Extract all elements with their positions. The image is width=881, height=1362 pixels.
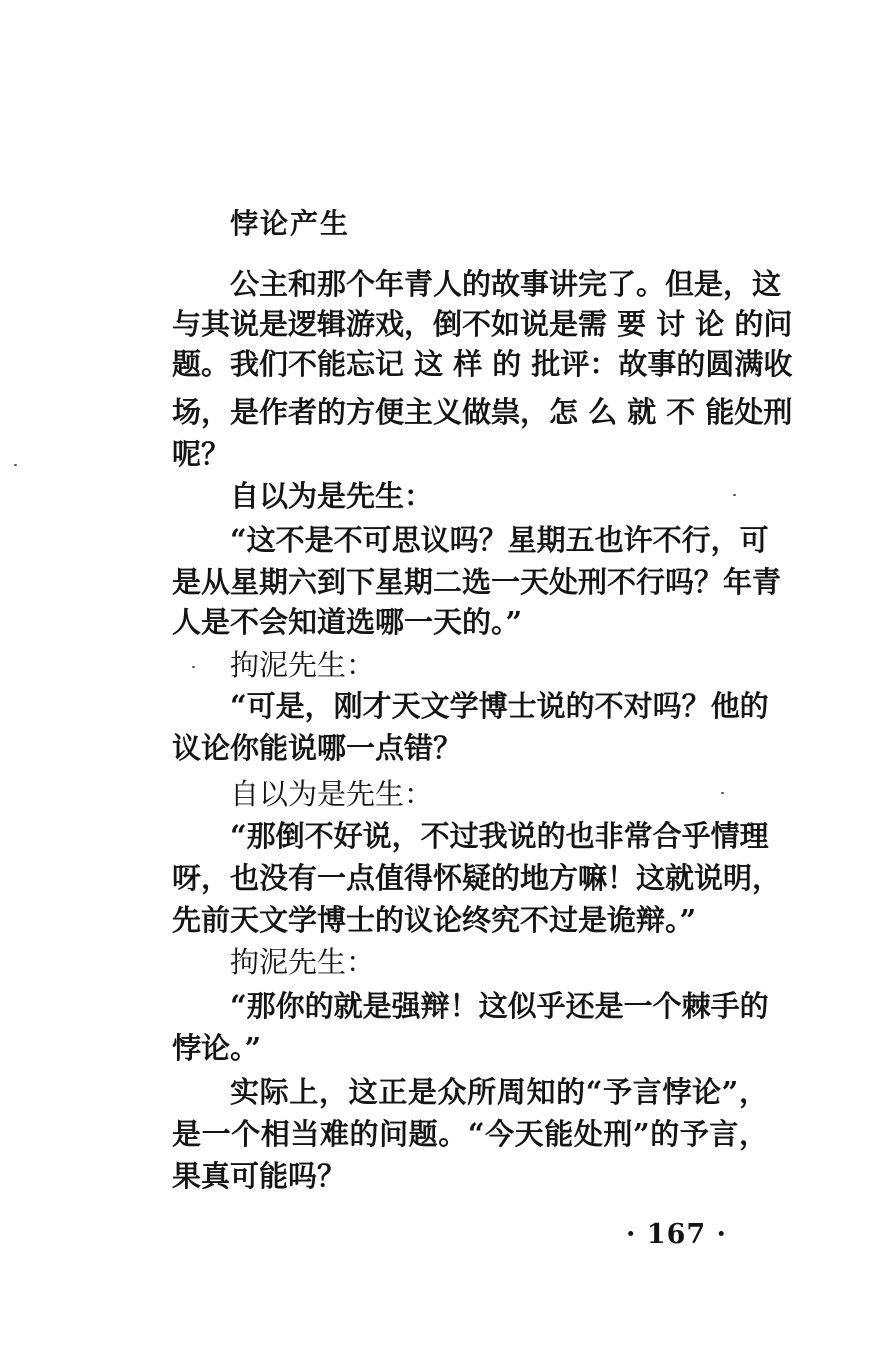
speaker-label: 自以为是先生： xyxy=(230,777,434,811)
paragraph-line: 场，是作者的方便主义做祟，怎 么 就 不 能处刑 xyxy=(172,395,793,429)
paragraph-line: 与其说是逻辑游戏，倒不如说是需 要 讨 论 的问 xyxy=(172,307,793,341)
dialogue-line: 是从星期六到下星期二选一天处刑不行吗？年青 xyxy=(172,565,782,599)
paragraph-line: 题。我们不能忘记 这 样 的 批评：故事的圆满收 xyxy=(172,347,793,381)
page-number: · 167 · xyxy=(626,1219,727,1250)
scan-speck xyxy=(192,666,195,668)
scan-speck xyxy=(733,494,736,496)
paragraph-line: 公主和那个年青人的故事讲完了。但是，这 xyxy=(230,267,782,301)
speaker-label: 拘泥先生： xyxy=(230,945,376,979)
dialogue-line: “可是，刚才天文学博士说的不对吗？他的 xyxy=(230,689,769,723)
speaker-label: 自以为是先生： xyxy=(230,479,434,513)
paragraph-line: 呢？ xyxy=(172,437,231,471)
dialogue-line: “那你的就是强辩！这似乎还是一个棘手的 xyxy=(230,989,769,1023)
closing-line: 实际上，这正是众所周知的“予言悖论”， xyxy=(230,1075,768,1109)
closing-line: 果真可能吗？ xyxy=(172,1159,347,1193)
closing-line: 是一个相当难的问题。“今天能处刑”的予言， xyxy=(172,1117,768,1151)
dialogue-line: 先前天文学博士的议论终究不过是诡辩。” xyxy=(172,903,697,937)
speaker-label: 拘泥先生： xyxy=(230,648,376,682)
dialogue-line: 呀，也没有一点值得怀疑的地方嘛！这就说明， xyxy=(172,861,782,895)
dialogue-line: 议论你能说哪一点错？ xyxy=(172,731,463,765)
dialogue-line: “这不是不可思议吗？星期五也许不行，可 xyxy=(230,523,769,557)
section-title: 悖论产生 xyxy=(230,207,351,240)
scan-speck xyxy=(721,792,724,794)
dialogue-line: 悖论。” xyxy=(172,1031,262,1065)
dialogue-line: 人是不会知道选哪一天的。” xyxy=(172,605,523,639)
scan-speck xyxy=(14,464,17,466)
dialogue-line: “那倒不好说，不过我说的也非常合乎情理 xyxy=(230,819,769,853)
